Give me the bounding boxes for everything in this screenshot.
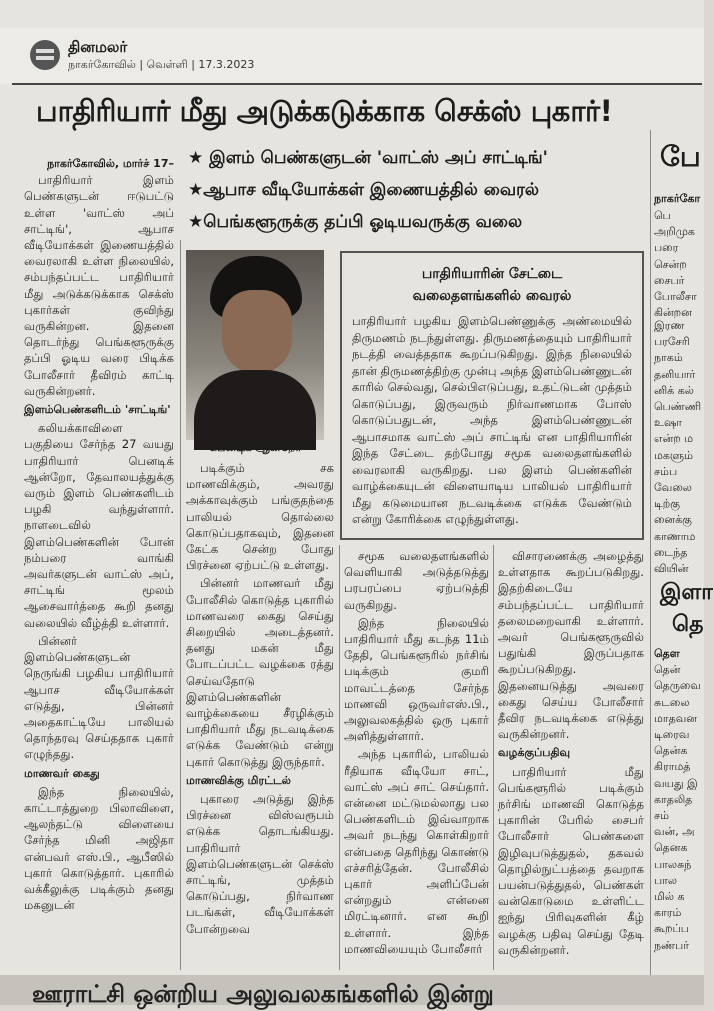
adjacent-line: பால — [654, 873, 678, 887]
adjacent-line: பாலசுந் — [654, 857, 692, 871]
adjacent-line: உஷா — [654, 416, 683, 430]
paragraph: பின்னர் இளம்பெண்களுடன் நெருங்கி பழகிய பாதிரியார் ஆபாச வீடியோக்கள் எடுத்து, பின்னர் அதைகாட்டியே பாலியல் தொந்தரவு செய்ததாக புகார் எழுந்தது. — [24, 633, 174, 762]
adjacent-line: மகளும் — [654, 448, 693, 462]
section-heading: மாணவர் கைது — [24, 766, 100, 780]
adjacent-line: மில் க — [654, 890, 685, 904]
subheadline-1: ★ இளம் பெண்களுடன் 'வாட்ஸ் அப் சாட்டிங்' — [188, 148, 548, 168]
adjacent-line: தெனக — [654, 841, 688, 855]
adjacent-headline-3: தெ — [672, 612, 704, 637]
main-headline: பாதிரியார் மீது அடுக்கடுக்காக செக்ஸ் புகார்! — [36, 94, 613, 128]
adjacent-line: வயது இ — [654, 776, 698, 790]
priest-photo — [186, 250, 324, 440]
article-column-2 — [186, 460, 334, 972]
bottom-headline: ஊராட்சி ஒன்றிய அலுவலகங்களில் இன்று — [32, 980, 494, 1008]
photo-caption: பெனடிக் ஆன்றோ — [208, 441, 302, 454]
box-title-line-1: பாதிரியாரின் சேட்டை — [421, 266, 563, 282]
adjacent-line: தனியார் — [654, 367, 696, 381]
adjacent-line: தென் — [654, 663, 681, 677]
adjacent-line: கின்றன — [654, 306, 692, 320]
paragraph: அந்த புகாரில், பாலியல் ரீதியாக வீடியோ சாட், வாட்ஸ் அப் சாட் செய்தார். என்னை மட்டுமல்லாது பல பெண்களிடம் இவ்வாறாக அவர் நடந்து கொள்கிறார் என்பதை தெரிந்து கொண்டு எச்சரித்தேன். போலீசில் புகார் அளிப்பேன் என்றதும் என்னை மிரட்டினார். என கூறி உள்ளார். இந்த மாணவியையும் போலீசார் — [344, 747, 489, 956]
article-column-3 — [344, 548, 489, 972]
dateline-place: நாகர்கோவில், மார்ச் 17– — [47, 157, 174, 170]
paragraph: கலியக்காவிளை பகுதியை சேர்ந்த 27 வயது பாதிரியார் பெனடிக் ஆன்றோ, தேவாலயத்துக்கு வரும் இளம் பெண்களிடம் பழகி வந்துள்ளார். நாளடைவில் இளம்பெண்களின் போன் நம்பரை வாங்கி அவர்களுடன் வாட்ஸ் அப், சாட்டிங் மூலம் ஆசைவார்த்தை கூறி தனது வலையில் வீழ்த்தி உள்ளார். — [24, 421, 174, 630]
adjacent-line: நண்பர் — [654, 938, 689, 952]
adjacent-line: டைந்த — [654, 545, 688, 559]
paragraph: புகாரை அடுத்து இந்த பிரச்னை விஸ்வரூபம் எடுக்க தொடங்கியது. பாதிரியார் இளம்பெண்களுடன் செக்ஸ் சாட்டிங், முத்தம் கொடுப்பது, நிர்வாண படங்கள், வீடியோக்கள் போன்றவை — [186, 792, 334, 936]
adjacent-headline: பே — [660, 140, 701, 173]
paragraph: பாதிரியார் மீது பெங்களூரில் படிக்கும் நர்சிங் மாணவி கொடுத்த புகாரின் பேரில் சைபர் போலீசார் பெண்களை இழிவுபடுத்துதல், தகவல் தொழில்நுட்பத்தை தவறாக பயன்படுத்துதல், பெண்கள் வன்கொடுமை உள்ளிட்ட ஐந்து பிரிவுகளின் கீழ் வழக்கு பதிவு செய்து தேடி வருகின்றனர். — [498, 764, 644, 957]
adjacent-line: தெருவை — [654, 679, 701, 693]
adjacent-line: போலீசா — [654, 290, 697, 304]
adjacent-column-2 — [654, 318, 714, 580]
adjacent-line: என்ற ம — [654, 432, 694, 446]
header-rule — [12, 83, 702, 85]
paragraph: இந்த நிலையில் பாதிரியார் மீது கடந்த 11ம் தேதி, பெங்களூரில் நர்சிங் படிக்கும் குமரி மாவட்டத்தை சேர்ந்த மாணவி ஒருவர்எஸ்.பி., அலுவலகத்தில் ஒரு புகார் அளித்துள்ளார். — [344, 615, 489, 744]
article-column-1 — [24, 156, 174, 974]
section-heading: இளம்பெண்களிடம் 'சாட்டிங்' — [24, 403, 171, 417]
adjacent-line: காணாம — [654, 529, 696, 543]
article-column-4 — [498, 548, 644, 972]
adjacent-line: சென்ற — [654, 257, 687, 271]
adjacent-line: பரை — [654, 241, 679, 255]
adjacent-line: சைபர் — [654, 273, 685, 287]
paragraph: படிக்கும் சக மாணவிக்கும், அவரது அக்காவுக்கும் பங்குதந்தை பாலியல் தொல்லை கொடுப்பதாகவும், இதனை கேட்க சென்ற போது பிரச்னை ஏற்பட்டு உள்ளது. — [186, 461, 334, 573]
adjacent-line: பரசேரி — [654, 335, 690, 349]
section-heading: மாணவிக்கு மிரட்டல் — [186, 773, 291, 787]
column-divider — [650, 130, 651, 975]
paragraph: இந்த நிலையில், காட்டாத்துறை பிலாவிளை, ஆலந்தட்டு விளையை சேர்ந்த மினி அஜிதா என்பவர் எஸ்.பி., ஆபீஸில் புகார் கொடுத்தார். புகாரில் வக்கீலுக்கு படிக்கும் தனது மகனுடன் — [24, 784, 174, 913]
column-divider — [339, 545, 340, 970]
subheadline-2: ★ஆபாச வீடியோக்கள் இணையத்தில் வைரல் — [188, 180, 540, 200]
adjacent-line: நாகம் — [654, 351, 683, 365]
box-text: பாதிரியார் பழகிய இளம்பெண்ணுக்கு அண்மையில் திருமணம் நடந்துள்ளது. திருமணத்தையும் பாதிரியார் நடத்தி வைத்ததாக கூறப்படுகிறது. இந்த நிலையில் தான் திருமணத்திற்கு முன்பு அந்த இளம்பெண்ணுடன் காரில் செல்வது, செல்பிஎடுப்பது, உதட்டுடன் முத்தம் கொடுப்பது, இருவரும் நிர்வாணமாக போஸ் கொடுப்பதுடன், அந்த இளம்பெண்ணுடன் ஆபாசமாக வாட்ஸ் அப் சாட்டிங் என பாதிரியாரின் இந்த சேட்டை தற்போது சமூக வலைதளங்களில் வைரலாகி வருகிறது. பல இளம் பெண்களின் வாழ்க்கையுடன் விளையாடிய பாலியல் பாதிரியார் மீது கடுமையான நடவடிக்கை எடுக்க வேண்டும் என்று கோரிக்கை எழுந்துள்ளது. — [352, 314, 632, 526]
adjacent-column-1 — [654, 208, 714, 318]
adjacent-line: கூறப்ப — [654, 922, 689, 936]
adjacent-line: அறிமுக — [654, 225, 695, 239]
adjacent-line: னிக் கல் — [654, 383, 694, 397]
column-divider — [493, 545, 494, 970]
paragraph: பின்னர் மாணவர் மீது போலீசில் கொடுத்த புகாரில் மாணவரை கைது செய்து சிறையில் அடைத்தனர். தனது மகன் மீது போடப்பட்ட வழக்கை ரத்து செய்வதோடு இளம்பெண்களின் வாழ்க்கையை சீரழிக்கும் பாதிரியார் மீது நடவடிக்கை எடுக்க வேண்டும் என்று புகார் கொடுத்து இருந்தார். — [186, 576, 334, 769]
adjacent-line: இரண — [654, 319, 685, 332]
adjacent-line: வன், அ — [654, 825, 695, 839]
adjacent-dateline: நாகர்கோ — [654, 192, 701, 205]
adjacent-line: தெள — [654, 647, 680, 660]
adjacent-line: கிராமத் — [654, 760, 691, 774]
adjacent-line: பெ — [654, 209, 671, 222]
adjacent-line: தென்க — [654, 744, 688, 758]
sidebar-box — [340, 251, 644, 540]
adjacent-line: பெண்ணி — [654, 400, 702, 414]
column-divider — [180, 240, 181, 970]
masthead-brand: தினமலர் — [68, 38, 128, 56]
adjacent-line: னைக்கு — [654, 513, 692, 527]
box-title — [342, 263, 642, 307]
adjacent-line: வியின் — [654, 562, 689, 576]
adjacent-line: சுடலை — [654, 695, 690, 709]
masthead-dateline: நாகர்கோவில் | வெள்ளி | 17.3.2023 — [68, 58, 255, 71]
adjacent-line: மாதவன — [654, 711, 697, 725]
adjacent-line: சம் — [654, 809, 669, 823]
paragraph: பாதிரியார் இளம் பெண்களுடன் ஈடுபட்டு உள்ள 'வாட்ஸ் அப் சாட்டிங்', ஆபாச வீடியோக்கள் இணையத்தில் வைரலாகி உள்ள நிலையில், சம்பந்தப்பட்ட பாதிரியார் மீது அடுக்கடுக்காக செக்ஸ் புகார்கள் குவிந்து வருகின்றன. இதனை தொடர்ந்து பெங்களூருக்கு தப்பி ஓடிய வரை பிடிக்க போலீசார் தீவிரம் காட்டி வருகின்றனர். — [24, 173, 174, 398]
box-title-line-2: வலைதளங்களில் வைரல் — [412, 288, 572, 304]
paragraph: சமூக வலைதளங்களில் வெளியாகி அடுத்தடுத்து பரபரப்பை ஏற்படுத்தி வருகிறது. — [344, 549, 489, 612]
adjacent-line: டிற்கு — [654, 497, 680, 511]
section-heading: வழக்குப்பதிவு — [498, 746, 571, 760]
adjacent-line: காதலித — [654, 792, 693, 806]
dinamalar-logo-icon — [30, 40, 60, 70]
subheadline-3: ★பெங்களூருக்கு தப்பி ஓடியவருக்கு வலை — [188, 212, 523, 232]
adjacent-line: வேலை — [654, 481, 692, 495]
adjacent-line: டிரைவ — [654, 728, 690, 742]
adjacent-headline-2: இளா — [660, 580, 713, 605]
adjacent-line: காரம் — [654, 906, 682, 920]
adjacent-line: சம்ப — [654, 464, 678, 478]
paragraph: விசாரணைக்கு அழைத்து உள்ளதாக கூறப்படுகிறது. இதற்கிடையே சம்பந்தப்பட்ட பாதிரியார் தலைமறைவாகி உள்ளார். அவர் பெங்களூருவில் பதுங்கி இருப்பதாக கூறப்படுகிறது. இதனையடுத்து அவரை கைது செய்ய போலீசார் தீவிர நடவடிக்கை எடுத்து வருகின்றனர். — [498, 549, 644, 742]
adjacent-column-3 — [654, 646, 714, 972]
